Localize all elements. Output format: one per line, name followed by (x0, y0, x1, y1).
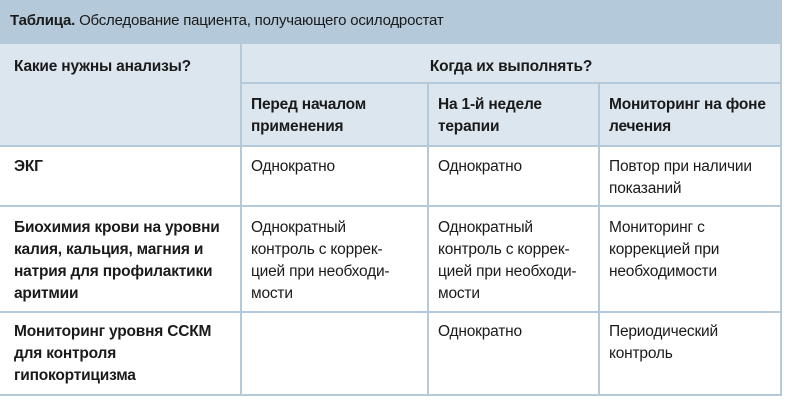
col-divider (598, 82, 600, 396)
row-biochem-before: Однократный контроль с коррекцией при необходимости (251, 219, 390, 302)
row-biochem-analysis: Биохимия крови на уровни калия, кальция, магния и натрия для профилактики аритмии (14, 219, 220, 302)
row-ecg-before: Однократно (251, 158, 335, 175)
row-ecg-monitoring: Повтор при наличии показаний (609, 158, 752, 197)
header-when: Когда их выполнять? (429, 58, 593, 75)
row-divider (0, 311, 782, 313)
subheader-divider (240, 82, 782, 84)
col-divider (427, 82, 429, 396)
header-divider (0, 145, 782, 147)
row-biochem-week1: Однократный контроль с коррекцией при необходимости (438, 219, 577, 302)
caption-label: Таблица. (10, 12, 76, 29)
header-monitoring: Мониторинг на фоне лечения (609, 96, 766, 135)
row-ecg-analysis: ЭКГ (14, 158, 43, 175)
row-ecg-week1: Однократно (438, 158, 522, 175)
header-analyses: Какие нужны анализы? (14, 58, 191, 75)
col-divider (240, 44, 242, 396)
table-bottom-border (0, 394, 782, 396)
row-sskm-monitoring: Периодический контроль (609, 323, 718, 362)
row-divider (0, 205, 782, 207)
header-week1: На 1-й неделе терапии (438, 96, 542, 135)
row-biochem-monitoring: Мониторинг с коррекцией при необходимости (609, 219, 720, 280)
table-caption (0, 0, 782, 44)
row-sskm-analysis: Мониторинг уровня ССКМ для контроля гипокортицизма (14, 323, 212, 384)
row-sskm-week1: Однократно (438, 323, 522, 340)
header-before: Перед началом применения (251, 96, 366, 135)
caption-text: Обследование пациента, получающего осилодростат (79, 12, 444, 29)
